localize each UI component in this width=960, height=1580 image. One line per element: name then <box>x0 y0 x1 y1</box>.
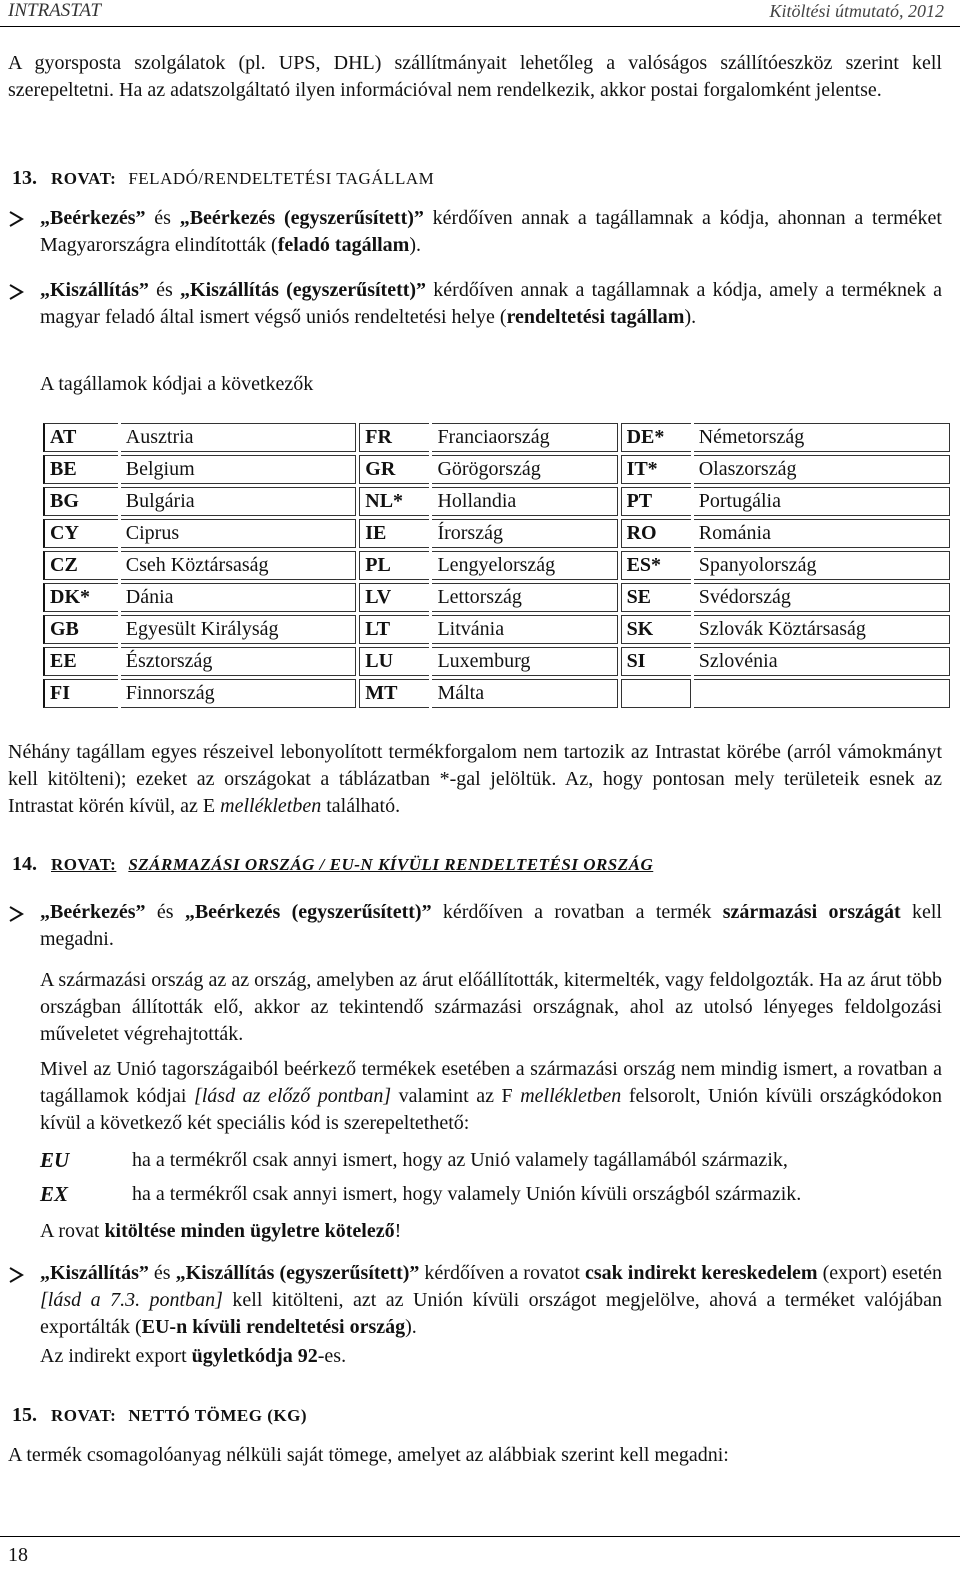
country-code: LU <box>359 647 429 676</box>
origin-definition: A származási ország az az ország, amelyben az árut előállították, kitermelték, vagy feldolgozták. Ha az árut több országban állították elő, akkor az tekintendő származási országnak, ahol az utolsó lényeges feldolgozási műveletet végrehajtották. <box>40 969 942 1045</box>
country-code: BE <box>43 455 118 484</box>
country-code: SI <box>621 647 691 676</box>
text: Mivel az Unió tagországaiból beérkező termékek esetében a származási ország nem mindig ismert, a rovatban a tagállamok kódjai <box>40 1058 942 1107</box>
text: található. <box>321 795 401 817</box>
country-name: Dánia <box>121 583 356 612</box>
country-code <box>621 679 691 708</box>
s14-bullet-arrival <box>40 899 942 953</box>
s13-bullet-dispatch <box>40 277 942 331</box>
text: -es. <box>317 1345 347 1367</box>
text: kell kitölteni, azt az Unión kívüli országot megjelölve, ahová a terméket valójában exportálták ( <box>40 1289 942 1338</box>
text: Az indirekt export <box>40 1345 192 1367</box>
italic-ref: [lásd a 7.3. pontban] <box>40 1289 223 1311</box>
section-title: NETTÓ TÖMEG (KG) <box>128 1406 307 1425</box>
conj: és <box>148 279 181 301</box>
quote-label: „Beérkezés (egyszerűsített)” <box>184 901 432 923</box>
section-rovat-label: ROVAT: <box>51 169 117 188</box>
country-name: Luxemburg <box>432 647 617 676</box>
text: ). <box>405 1316 417 1338</box>
quote-label: „Kiszállítás (egyszerűsített)” <box>175 1262 420 1284</box>
text: ). <box>684 306 697 328</box>
table-row <box>43 615 950 644</box>
page-number: 18 <box>8 1544 28 1566</box>
net-mass-definition: A termék csomagolóanyag nélküli saját tömege, amelyet az alábbiak szerint kell megadni: <box>8 1444 729 1466</box>
quote-label: „Beérkezés (egyszerűsített)” <box>179 207 424 229</box>
text: kérdőíven a rovatban a termék <box>431 901 723 923</box>
country-code: IT* <box>621 455 691 484</box>
page-header <box>0 0 960 27</box>
bold-term: rendeltetési tagállam <box>506 306 685 328</box>
text: kérdőíven annak a tagállamnak a kódja, amely a terméknek a magyar feladó által ismert végső uniós rendeltetési helye ( <box>40 279 942 328</box>
country-name: Németország <box>694 423 950 452</box>
code-ex: EX <box>40 1182 69 1206</box>
country-name: Lettország <box>432 583 617 612</box>
quote-label: „Kiszállítás” <box>40 1262 149 1284</box>
table-row <box>43 423 950 452</box>
conj: és <box>145 901 185 923</box>
country-code: ES* <box>621 551 691 580</box>
country-name: Hollandia <box>432 487 617 516</box>
table-row <box>43 583 950 612</box>
country-name: Belgium <box>121 455 356 484</box>
country-name: Észtország <box>121 647 356 676</box>
text: A rovat <box>40 1220 105 1242</box>
table-row <box>43 647 950 676</box>
country-code: SK <box>621 615 691 644</box>
country-code: IE <box>359 519 429 548</box>
country-code: AT <box>43 423 118 452</box>
arrow-bullet-icon <box>8 282 26 302</box>
text: kell megadni. <box>40 901 942 950</box>
bold-term: származási országát <box>722 901 901 923</box>
country-code: EE <box>43 647 118 676</box>
header-doc-name: INTRASTAT <box>8 0 101 21</box>
table-row <box>43 679 950 708</box>
bold-term: kitöltése minden ügyletre kötelező <box>104 1220 395 1242</box>
quote-label: „Beérkezés” <box>40 207 146 229</box>
text: ). <box>409 234 422 256</box>
table-row <box>43 455 950 484</box>
country-name: Ciprus <box>121 519 356 548</box>
country-code: MT <box>359 679 429 708</box>
country-name: Írország <box>432 519 617 548</box>
country-name <box>694 679 950 708</box>
text: kérdőíven annak a tagállamnak a kódja, ahonnan a terméket Magyarországra elindították ( <box>40 207 942 256</box>
country-name: Görögország <box>432 455 617 484</box>
country-name: Ausztria <box>121 423 356 452</box>
quote-label: „Kiszállítás” <box>40 279 149 301</box>
text: ! <box>394 1220 402 1242</box>
section-13-heading <box>12 167 434 190</box>
country-code: RO <box>621 519 691 548</box>
country-code: FI <box>43 679 118 708</box>
table-row <box>43 551 950 580</box>
text: valamint az F <box>391 1085 521 1107</box>
country-name: Bulgária <box>121 487 356 516</box>
special-codes-intro <box>40 1056 942 1137</box>
country-name: Románia <box>694 519 950 548</box>
country-name: Svédország <box>694 583 950 612</box>
conj: és <box>145 207 180 229</box>
country-code: SE <box>621 583 691 612</box>
quote-label: „Beérkezés” <box>40 901 146 923</box>
country-code: BG <box>43 487 118 516</box>
quote-label: „Kiszállítás (egyszerűsített)” <box>180 279 427 301</box>
section-rovat-label: ROVAT: <box>51 1406 117 1425</box>
conj: és <box>148 1262 176 1284</box>
text: felsorolt, Unión kívüli országkódokon kívül a következő két speciális kód is szerepeltethető: <box>40 1085 943 1134</box>
arrow-bullet-icon <box>8 1265 26 1285</box>
country-name: Litvánia <box>432 615 617 644</box>
country-code: DE* <box>621 423 691 452</box>
country-name: Egyesült Királyság <box>121 615 356 644</box>
indirect-export-code <box>40 1343 942 1370</box>
note-paragraph <box>8 739 942 820</box>
country-code: LT <box>359 615 429 644</box>
mandatory-note <box>40 1218 942 1245</box>
table-row <box>43 487 950 516</box>
country-code: CZ <box>43 551 118 580</box>
bold-term: EU-n kívüli rendeltetési ország <box>141 1316 406 1338</box>
bold-term: feladó tagállam <box>277 234 410 256</box>
country-code: FR <box>359 423 429 452</box>
italic-ref: mellékletben <box>520 1085 622 1107</box>
section-title: FELADÓ/RENDELTETÉSI TAGÁLLAM <box>128 169 435 188</box>
country-name: Spanyolország <box>694 551 950 580</box>
country-name: Lengyelország <box>432 551 617 580</box>
country-name: Olaszország <box>694 455 950 484</box>
country-name: Franciaország <box>432 423 617 452</box>
bold-term: csak indirekt kereskedelem <box>584 1262 818 1284</box>
text: kérdőíven a rovatot <box>419 1262 585 1284</box>
country-code: GB <box>43 615 118 644</box>
country-code: LV <box>359 583 429 612</box>
country-name: Portugália <box>694 487 950 516</box>
section-number: 15. <box>12 1404 37 1426</box>
country-code: CY <box>43 519 118 548</box>
country-name: Cseh Köztársaság <box>121 551 356 580</box>
code-eu: EU <box>40 1148 70 1172</box>
section-number: 14. <box>12 853 37 875</box>
country-name: Málta <box>432 679 617 708</box>
text: (export) esetén <box>817 1262 943 1284</box>
bold-term: ügyletkódja 92 <box>191 1345 318 1367</box>
intro-paragraph: A gyorsposta szolgálatok (pl. UPS, DHL) szállítmányait lehetőleg a valóságos szállítóeszköz szerint kell szerepeltetni. Ha az adatszolgáltató ilyen információval nem rendelkezik, akkor postai forgalomként jelentse. <box>8 52 942 101</box>
arrow-bullet-icon <box>8 904 26 924</box>
code-eu-desc: ha a termékről csak annyi ismert, hogy az Unió valamely tagállamából származik, <box>132 1149 788 1171</box>
table-row <box>43 519 950 548</box>
text: Néhány tagállam egyes részeivel lebonyolított termékforgalom nem tartozik az Intrastat körébe (arról vámokmányt kell kitölteni); ezeket az országokat a táblázatban *-gal jelöltük. Az, hogy pontosan mely területeik esnek az Intrastat körén kívül, az E <box>8 741 942 817</box>
country-code: NL* <box>359 487 429 516</box>
member-state-codes-table <box>40 420 953 711</box>
country-code: PT <box>621 487 691 516</box>
s14-bullet-dispatch <box>40 1260 942 1341</box>
arrow-bullet-icon <box>8 209 26 229</box>
code-ex-desc: ha a termékről csak annyi ismert, hogy valamely Unión kívüli országból származik. <box>132 1183 802 1205</box>
section-title: SZÁRMAZÁSI ORSZÁG / EU-N KÍVÜLI RENDELTETÉSI ORSZÁG <box>128 855 654 874</box>
footer-rule <box>0 1536 960 1537</box>
country-code: DK* <box>43 583 118 612</box>
country-name: Finnország <box>121 679 356 708</box>
section-rovat-label: ROVAT: <box>51 855 117 874</box>
section-14-heading <box>12 853 653 876</box>
s13-bullet-arrival <box>40 205 942 259</box>
country-code: GR <box>359 455 429 484</box>
codes-intro: A tagállamok kódjai a következők <box>40 373 314 395</box>
section-number: 13. <box>12 167 37 189</box>
italic-ref: [lásd az előző pontban] <box>193 1085 392 1107</box>
header-guide-title: Kitöltési útmutató, 2012 <box>769 1 944 21</box>
section-15-heading <box>12 1404 307 1427</box>
country-name: Szlovénia <box>694 647 950 676</box>
country-name: Szlovák Köztársaság <box>694 615 950 644</box>
italic-ref: mellékletben <box>220 795 322 817</box>
country-code: PL <box>359 551 429 580</box>
